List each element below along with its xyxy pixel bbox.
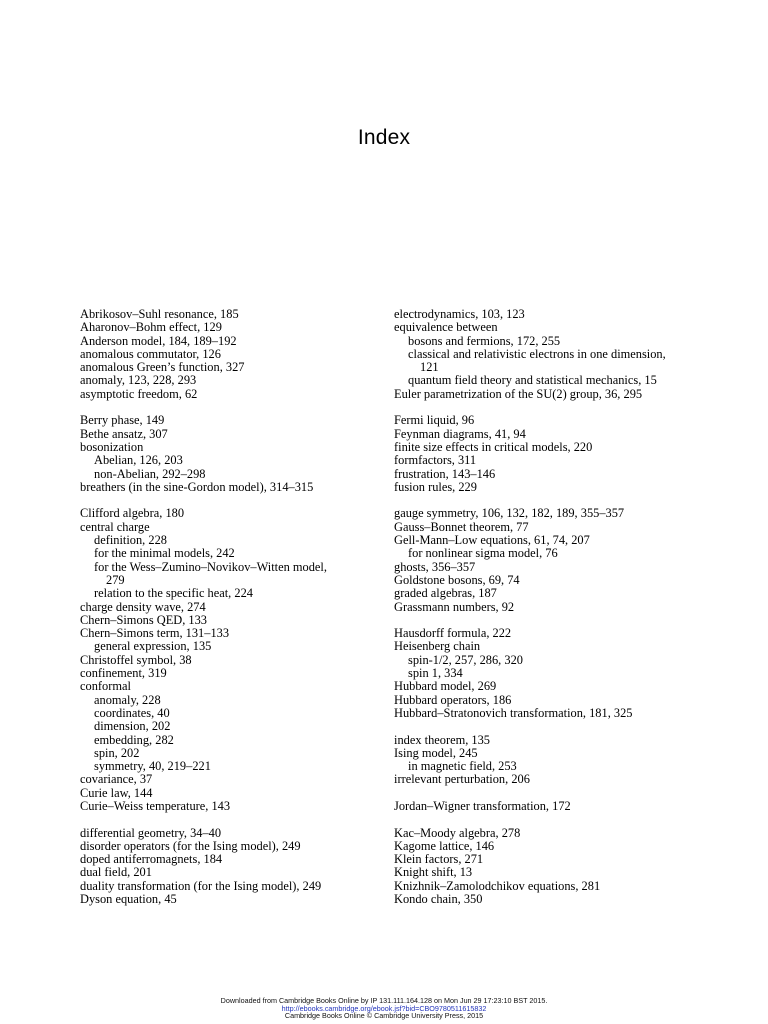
index-entry: confinement, 319 — [80, 666, 167, 681]
index-entry: anomaly, 123, 228, 293 — [80, 373, 197, 388]
index-entry: Gell-Mann–Low equations, 61, 74, 207 — [394, 533, 590, 548]
index-group-gap — [80, 813, 380, 826]
index-entry: conformal — [80, 679, 131, 694]
index-subentry: spin-1/2, 257, 286, 320 — [408, 652, 523, 667]
index-entry: central charge — [80, 519, 150, 534]
index-group-gap — [80, 494, 380, 507]
index-entry: Hubbard model, 269 — [394, 679, 497, 694]
index-entry: Heisenberg chain — [394, 639, 481, 654]
index-entry: gauge symmetry, 106, 132, 182, 189, 355–357 — [394, 506, 625, 521]
index-group-gap — [394, 494, 704, 507]
index-subentry: spin 1, 334 — [408, 666, 463, 681]
index-subentry: quantum field theory and statistical mechanics, 15 — [408, 373, 657, 388]
index-entry: irrelevant perturbation, 206 — [394, 772, 530, 787]
index-entry: Berry phase, 149 — [80, 413, 165, 428]
index-entry: fusion rules, 229 — [394, 479, 477, 494]
index-entry: differential geometry, 34–40 — [80, 825, 222, 840]
index-entry: frustration, 143–146 — [394, 466, 496, 481]
index-entry: index theorem, 135 — [394, 732, 491, 747]
index-group-gap — [80, 401, 380, 414]
index-entry: Kac–Moody algebra, 278 — [394, 825, 521, 840]
index-entry: Hausdorff formula, 222 — [394, 626, 512, 641]
index-subentry: classical and relativistic electrons in one dimension, — [408, 346, 666, 361]
download-notice: Downloaded from Cambridge Books Online by IP 131.111.164.128 on Mon Jun 29 17:23:10 BST 2015. — [220, 996, 548, 1005]
index-subentry: 279 — [106, 572, 125, 587]
index-entry: Knight shift, 13 — [394, 865, 473, 880]
index-group-gap — [394, 720, 704, 733]
index-group-gap — [394, 614, 704, 627]
index-entry: Kagome lattice, 146 — [394, 838, 495, 853]
index-entry: Hubbard–Stratonovich transformation, 181, 325 — [394, 705, 633, 720]
index-subentry: for the Wess–Zumino–Novikov–Witten model, — [94, 559, 327, 574]
index-entry: charge density wave, 274 — [80, 599, 206, 614]
index-entry: Bethe ansatz, 307 — [80, 426, 168, 441]
index-subentry: embedding, 282 — [94, 732, 174, 747]
index-entry: duality transformation (for the Ising model), 249 — [80, 878, 322, 893]
index-subentry: non-Abelian, 292–298 — [94, 466, 206, 481]
index-entry: finite size effects in critical models, 220 — [394, 439, 593, 454]
index-subentry: spin, 202 — [94, 745, 140, 760]
index-entry: asymptotic freedom, 62 — [80, 386, 198, 401]
index-entry: Fermi liquid, 96 — [394, 413, 475, 428]
index-entry: Klein factors, 271 — [394, 852, 484, 867]
index-entry: graded algebras, 187 — [394, 586, 497, 601]
index-entry: Curie–Weiss temperature, 143 — [80, 798, 231, 813]
index-entry: Aharonov–Bohm effect, 129 — [80, 320, 222, 335]
index-entry: dual field, 201 — [80, 865, 152, 880]
index-subentry: dimension, 202 — [94, 719, 171, 734]
index-entry: anomalous Green’s function, 327 — [80, 360, 245, 375]
index-entry: Grassmann numbers, 92 — [394, 599, 515, 614]
index-subentry: symmetry, 40, 219–221 — [94, 759, 211, 774]
copyright-notice: Cambridge Books Online © Cambridge University Press, 2015 — [284, 1011, 484, 1021]
index-subentry: anomaly, 228 — [94, 692, 161, 707]
ebook-link[interactable]: http://ebooks.cambridge.org/ebook.jsf?bid=CBO9780511615832 — [281, 1003, 487, 1013]
index-entry: Hubbard operators, 186 — [394, 692, 512, 707]
index-entry: Jordan–Wigner transformation, 172 — [394, 798, 571, 813]
index-entry: Kondo chain, 350 — [394, 892, 483, 907]
index-entry: covariance, 37 — [80, 772, 153, 787]
index-entry: Dyson equation, 45 — [80, 892, 177, 907]
index-group-gap — [394, 813, 704, 826]
index-entry: Clifford algebra, 180 — [80, 506, 185, 521]
index-entry: Gauss–Bonnet theorem, 77 — [394, 519, 529, 534]
index-group-gap — [394, 787, 704, 800]
index-entry: disorder operators (for the Ising model), 249 — [80, 838, 301, 853]
index-entry: ghosts, 356–357 — [394, 559, 476, 574]
index-subentry: coordinates, 40 — [94, 705, 170, 720]
index-subentry: relation to the specific heat, 224 — [94, 586, 253, 601]
index-entry: electrodynamics, 103, 123 — [394, 307, 525, 321]
index-entry: bosonization — [80, 439, 144, 454]
index-group-gap — [394, 401, 704, 414]
index-column-right — [394, 308, 704, 906]
index-entry: doped antiferromagnets, 184 — [80, 852, 223, 867]
index-entry: Christoffel symbol, 38 — [80, 652, 192, 667]
index-entry: Abrikosov–Suhl resonance, 185 — [80, 307, 239, 321]
index-entry: formfactors, 311 — [394, 453, 477, 468]
index-entry: Chern–Simons term, 131–133 — [80, 626, 230, 641]
index-entry: Ising model, 245 — [394, 745, 478, 760]
index-subentry: in magnetic field, 253 — [408, 759, 517, 774]
index-column-left — [80, 308, 380, 906]
index-entry: breathers (in the sine-Gordon model), 314–315 — [80, 479, 314, 494]
index-entry: Chern–Simons QED, 133 — [80, 612, 208, 627]
index-subentry: definition, 228 — [94, 533, 167, 548]
index-subentry: general expression, 135 — [94, 639, 212, 654]
index-subentry: for nonlinear sigma model, 76 — [408, 546, 558, 561]
index-subentry: for the minimal models, 242 — [94, 546, 235, 561]
download-footer — [0, 997, 768, 1020]
index-entry: anomalous commutator, 126 — [80, 346, 221, 361]
index-subentry: Abelian, 126, 203 — [94, 453, 183, 468]
index-subentry: bosons and fermions, 172, 255 — [408, 333, 561, 348]
index-entry: equivalence between — [394, 320, 498, 335]
page-title: Index — [357, 126, 411, 149]
index-entry: Anderson model, 184, 189–192 — [80, 333, 237, 348]
index-subentry: 121 — [420, 360, 439, 375]
index-entry: Goldstone bosons, 69, 74 — [394, 572, 520, 587]
index-entry: Curie law, 144 — [80, 785, 153, 800]
index-entry: Euler parametrization of the SU(2) group, 36, 295 — [394, 386, 643, 401]
index-entry: Feynman diagrams, 41, 94 — [394, 426, 526, 441]
index-entry: Knizhnik–Zamolodchikov equations, 281 — [394, 878, 601, 893]
